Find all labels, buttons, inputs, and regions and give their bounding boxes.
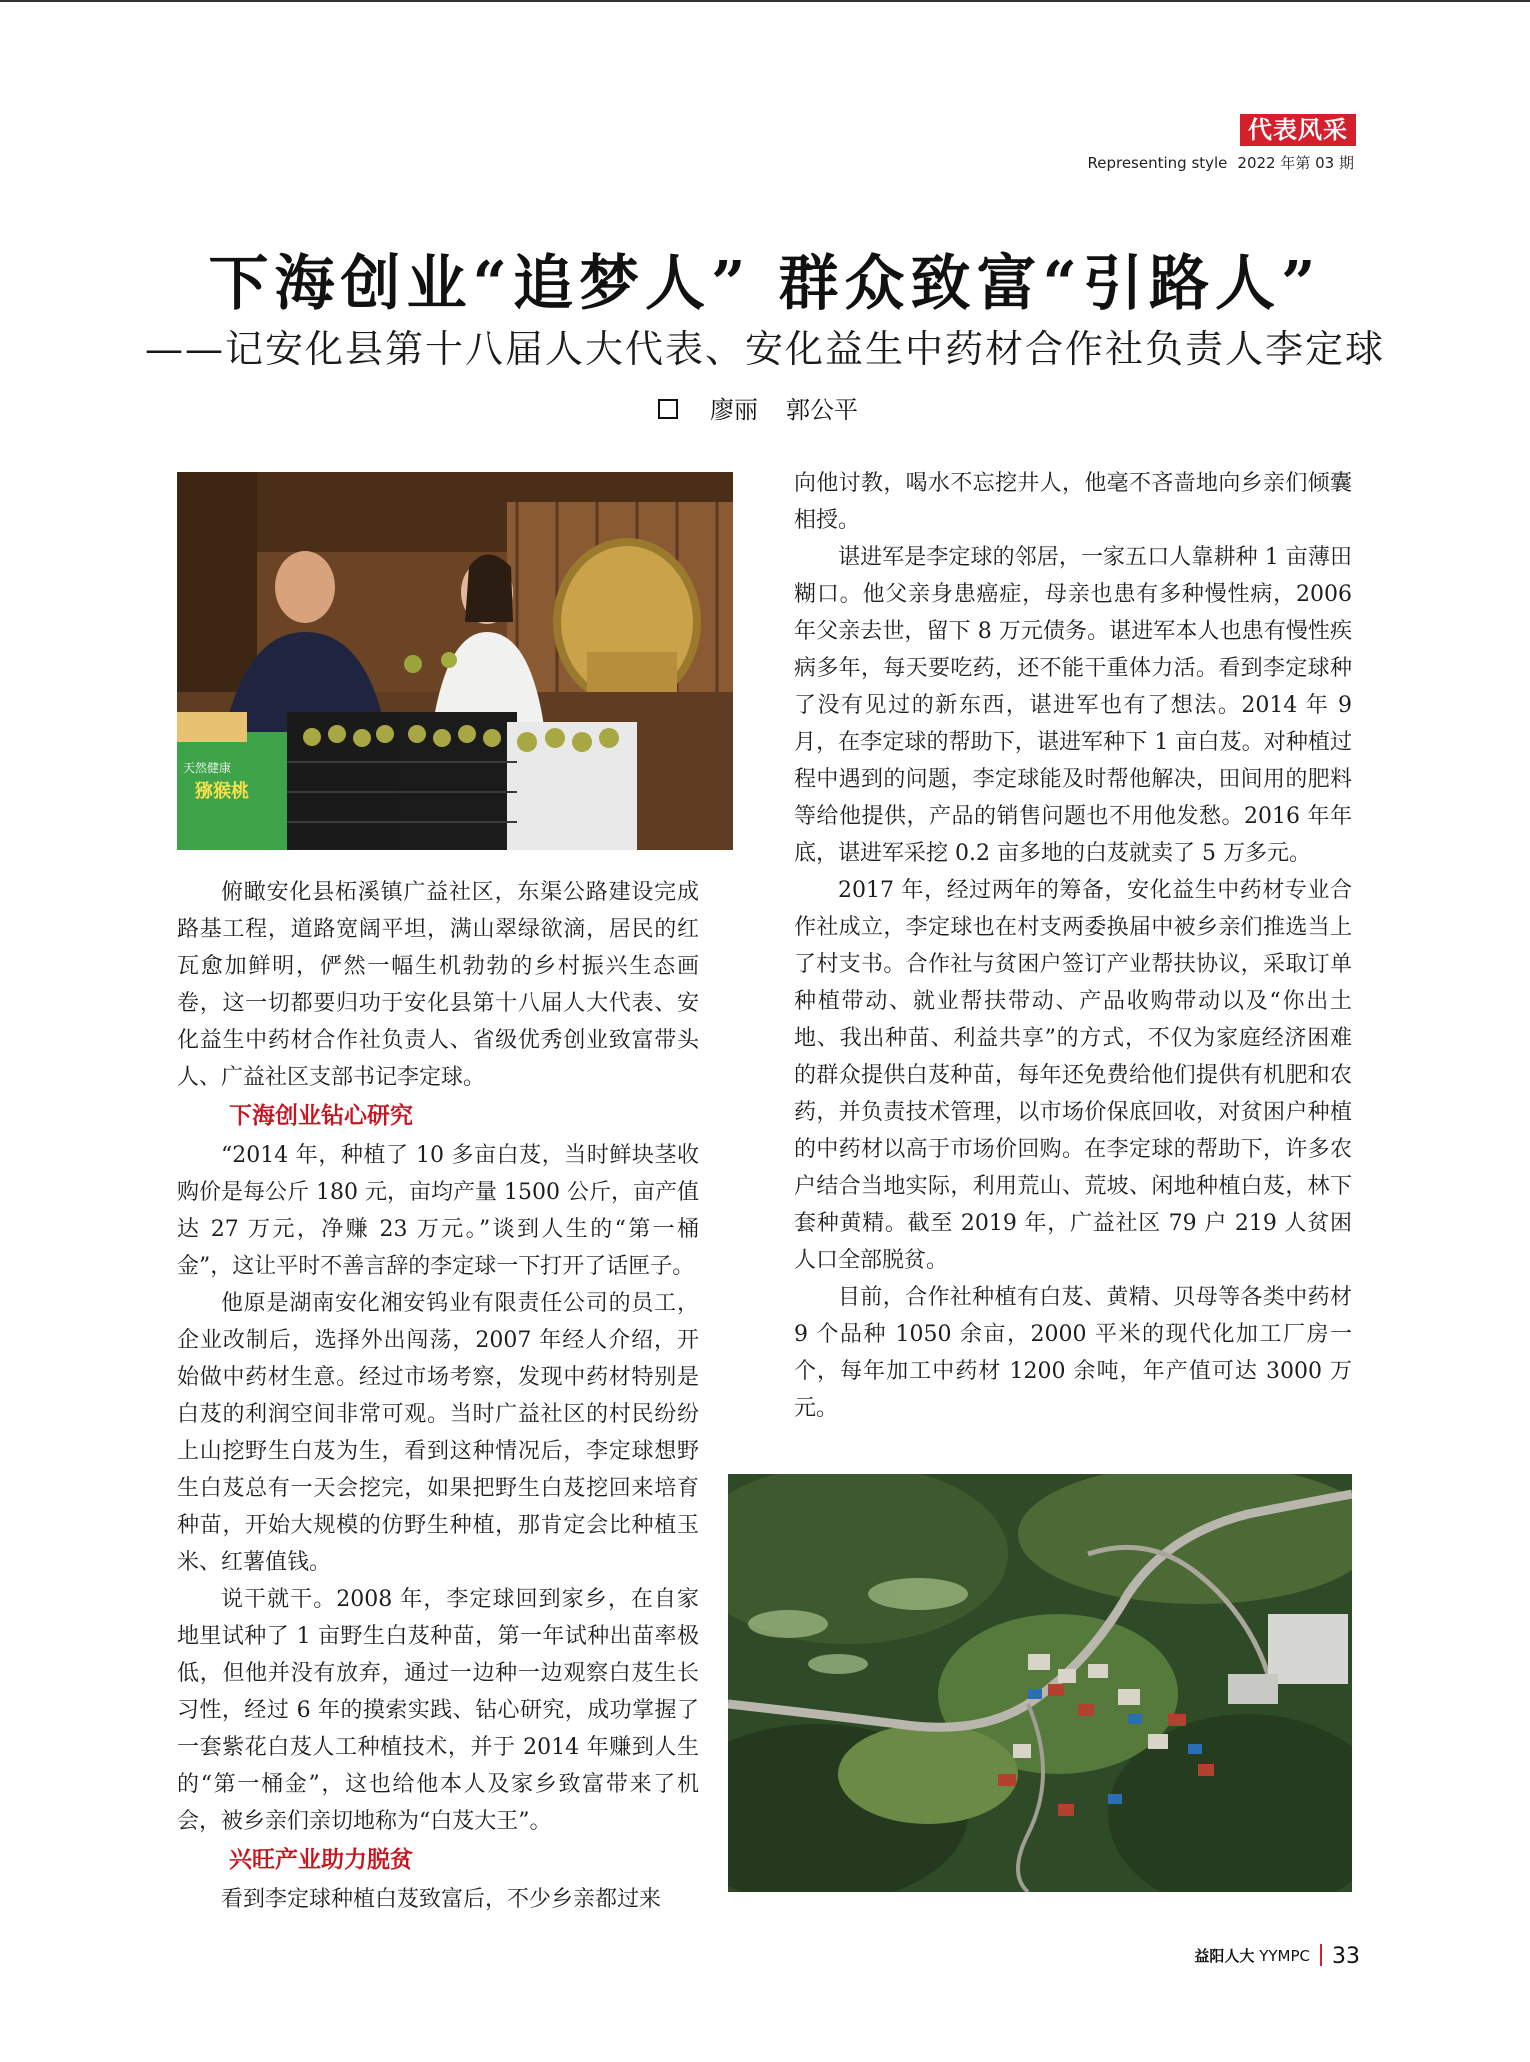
top-rule: [0, 0, 1530, 2]
left-column: [177, 874, 699, 1918]
paragraph-8: 目前，合作社种植有白芨、黄精、贝母等各类中药材 9 个品种 1050 余亩，2000 平米的现代化加工厂房一个，每年加工中药材 1200 余吨，年产值可达 3000 万元。: [794, 1285, 1352, 1421]
paragraph-continued: 向他讨教，喝水不忘挖井人，他毫不吝啬地向乡亲们倾囊相授。: [794, 471, 1352, 533]
paragraph-intro: 俯瞰安化县柘溪镇广益社区，东渠公路建设完成路基工程，道路宽阔平坦，满山翠绿欲滴，居民的红瓦愈加鲜明，俨然一幅生机勃勃的乡村振兴生态画卷，这一切都要归功于安化县第十八届人大代表、安化益生中药材合作社负责人、省级优秀创业致富带头人、广益社区支部书记李定球。: [177, 880, 699, 1090]
paragraph-6: 谌进军是李定球的邻居，一家五口人靠耕种 1 亩薄田糊口。他父亲身患癌症，母亲也患有多种慢性病，2006 年父亲去世，留下 8 万元债务。谌进军本人也患有慢性疾病多年，每天要吃药，还不能干重体力活。看到李定球种了没有见过的新东西，谌进军也有了想法。2014 年 9 月，在李定球的帮助下，谌进军种下 1 亩白芨。对种植过程中遇到的问题，李定球能及时帮他解决，田间用的肥料等给他提供，产品的销售问题也不用他发愁。2016 年年底，谌进军采挖 0.2 亩多地的白芨就卖了 5 万多元。: [794, 545, 1352, 866]
paragraph-5: 看到李定球种植白芨致富后，不少乡亲都过来: [221, 1887, 662, 1912]
portrait-photo: [177, 472, 733, 850]
paragraph-3: 他原是湖南安化湘安钨业有限责任公司的员工，企业改制后，选择外出闯荡，2007 年经人介绍，开始做中药材生意。经过市场考察，发现中药材特别是白芨的利润空间非常可观。当时广益社区的村民纷纷上山挖野生白芨为生，看到这种情况后，李定球想野生白芨总有一天会挖完，如果把野生白芨挖回来培育种苗，开始大规模的仿野生种植，那肯定会比种植玉米、红薯值钱。: [177, 1291, 699, 1575]
author-1: 廖丽: [710, 396, 758, 424]
paragraph-4: 说干就干。2008 年，李定球回到家乡，在自家地里试种了 1 亩野生白芨种苗，第一年试种出苗率极低，但他并没有放弃，通过一边种一边观察白芨生长习性，经过 6 年的摸索实践、钻心研究，成功掌握了一套紫花白芨人工种植技术，并于 2014 年赚到人生的“第一桶金”，这也给他本人及家乡致富带来了机会，被乡亲们亲切地称为“白芨大王”。: [177, 1587, 699, 1834]
issue-line: [1087, 152, 1354, 173]
page-number: 33: [1332, 1944, 1360, 1969]
right-column: [794, 465, 1352, 1427]
section-heading-2: 兴旺产业助力脱贫: [229, 1847, 413, 1873]
section-en-label: Representing style: [1087, 154, 1228, 172]
aerial-photo-svg: [728, 1474, 1352, 1892]
section-tag: 代表风采: [1240, 114, 1356, 146]
article-title: 下海创业“追梦人” 群众致富“引路人”: [208, 249, 1322, 319]
box-text-2: 猕猴桃: [195, 781, 249, 802]
article-subtitle: ——记安化县第十八届人大代表、安化益生中药材合作社负责人李定球: [144, 327, 1385, 371]
box-text-1: 天然健康: [183, 761, 232, 775]
issue-number: 2022 年第 03 期: [1237, 154, 1354, 172]
portrait-photo-svg: [177, 472, 733, 850]
paragraph-7: 2017 年，经过两年的筹备，安化益生中药材专业合作社成立，李定球也在村支两委换届中被乡亲们推选当上了村支书。合作社与贫困户签订产业帮扶协议，采取订单种植带动、就业帮扶带动、产品收购带动以及“你出土地、我出种苗、利益共享”的方式，不仅为家庭经济困难的群众提供白芨种苗，每年还免费给他们提供有机肥和农药，并负责技术管理，以市场价保底回收，对贫困户种植的中药材以高于市场价回购。在李定球的帮助下，许多农户结合当地实际，利用荒山、荒坡、闲地种植白芨，林下套种黄精。截至 2019 年，广益社区 79 户 219 人贫困人口全部脱贫。: [794, 878, 1352, 1273]
publication-name: 益阳人大: [1194, 1947, 1255, 1965]
page-footer: [1194, 1944, 1360, 1969]
byline: [0, 390, 1530, 425]
section-heading-1: 下海创业钻心研究: [229, 1103, 413, 1129]
byline-box-icon: [658, 399, 678, 419]
author-2: 郭公平: [786, 396, 858, 424]
aerial-photo: [728, 1474, 1352, 1892]
publication-en: YYMPC: [1259, 1947, 1310, 1965]
paragraph-2: “2014 年，种植了 10 多亩白芨，当时鲜块茎收购价是每公斤 180 元，亩均产量 1500 公斤，亩产值达 27 万元，净赚 23 万元。”谈到人生的“第一桶金”，这让平时不善言辞的李定球一下打开了话匣子。: [177, 1143, 699, 1279]
footer-divider: [1320, 1944, 1322, 1966]
